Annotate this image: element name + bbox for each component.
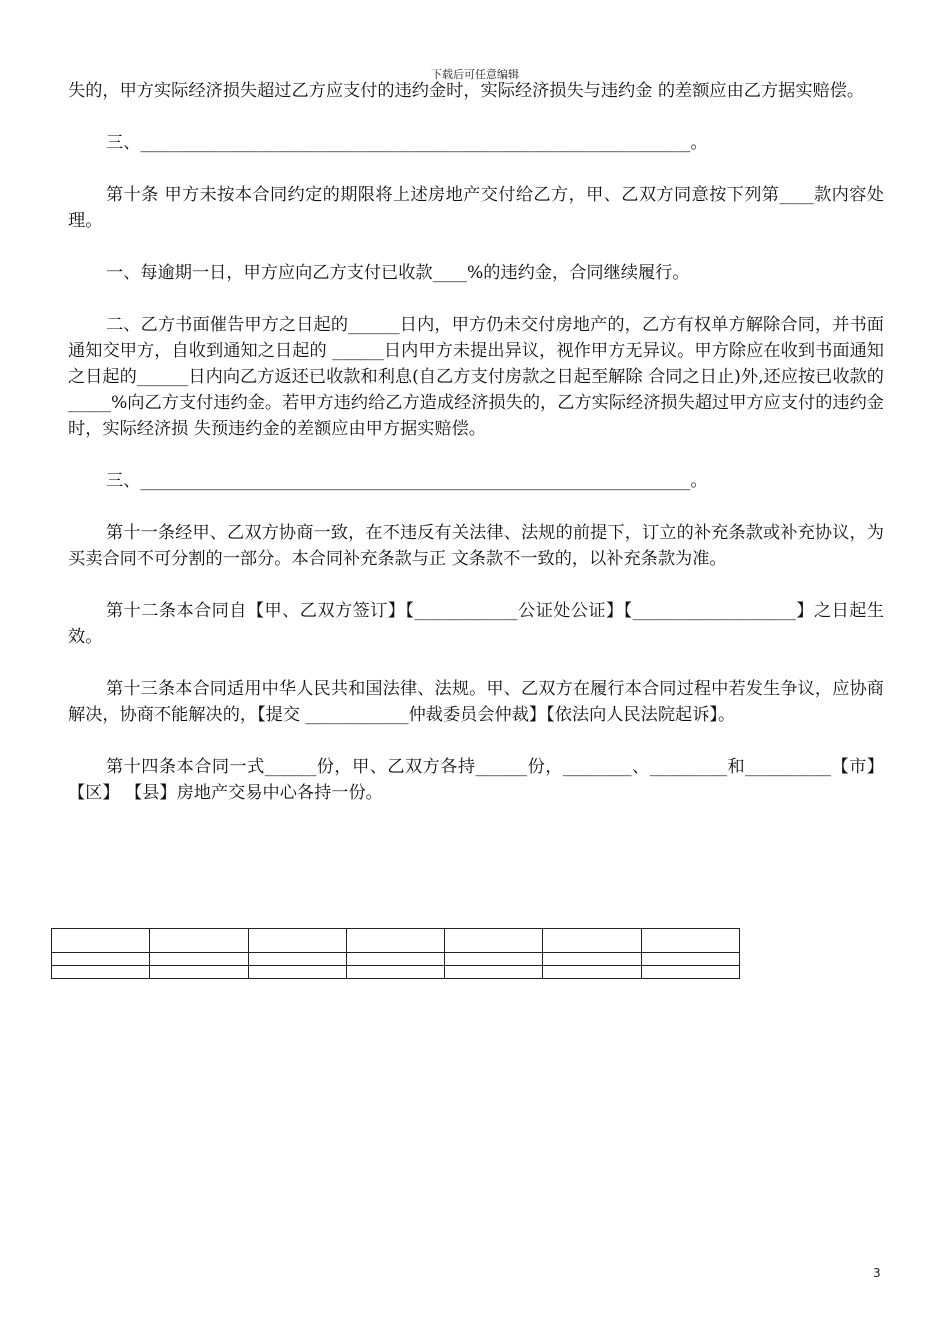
table-cell — [52, 966, 150, 979]
table-cell — [52, 953, 150, 966]
paragraph-article-13: 第十三条本合同适用中华人民共和国法律、法规。甲、乙双方在履行本合同过程中若发生争议，应协商解决，协商不能解决的，【提交 ____________仲裁委员会仲裁】【依法向人民法院起诉】。 — [68, 679, 884, 725]
table-cell — [641, 953, 739, 966]
table-row — [52, 929, 740, 953]
table-cell — [150, 966, 248, 979]
table-cell — [641, 966, 739, 979]
table-cell — [543, 966, 641, 979]
table-cell — [150, 953, 248, 966]
paragraph-article-14: 第十四条本合同一式______份，甲、乙双方各持______份，________、_________和__________【市】【区】 【县】房地产交易中心各持一份。 — [68, 757, 884, 803]
paragraph-clause-9-item-3: 三、________________________________________________________________。 — [106, 133, 708, 153]
paragraph-article-10-item-1: 一、每逾期一日，甲方应向乙方支付已收款____%的违约金，合同继续履行。 — [106, 263, 690, 283]
table-cell — [346, 929, 444, 953]
paragraph-article-10-item-3: 三、________________________________________________________________。 — [106, 471, 708, 491]
table-cell — [150, 929, 248, 953]
paragraph-article-10: 第十条 甲方未按本合同约定的期限将上述房地产交付给乙方，甲、乙双方同意按下列第____款内容处理。 — [68, 185, 884, 231]
paragraph-article-11: 第十一条经甲、乙双方协商一致，在不违反有关法律、法规的前提下，订立的补充条款或补充协议，为买卖合同不可分割的一部分。本合同补充条款与正 文条款不一致的，以补充条款为准。 — [68, 523, 884, 569]
paragraph-article-12: 第十二条本合同自【甲、乙双方签订】【____________公证处公证】【___________________】之日起生效。 — [68, 601, 884, 647]
table-cell — [248, 953, 346, 966]
table-cell — [346, 953, 444, 966]
table-row — [52, 953, 740, 966]
blank-form-table — [51, 928, 740, 979]
table-cell — [445, 929, 543, 953]
table-cell — [248, 966, 346, 979]
page-number: 3 — [873, 1266, 881, 1280]
table-cell — [346, 966, 444, 979]
table-cell — [248, 929, 346, 953]
table-cell — [445, 953, 543, 966]
table-cell — [445, 966, 543, 979]
contract-body — [68, 78, 884, 806]
table-cell — [52, 929, 150, 953]
table-cell — [543, 929, 641, 953]
table-row — [52, 966, 740, 979]
table-cell — [543, 953, 641, 966]
table-cell — [641, 929, 739, 953]
page-header: 下载后可任意编辑 — [431, 68, 519, 81]
paragraph-continuation: 失的，甲方实际经济损失超过乙方应支付的违约金时，实际经济损失与违约金 的差额应由乙方据实赔偿。 — [68, 81, 865, 101]
paragraph-article-10-item-2: 二、乙方书面催告甲方之日起的______日内，甲方仍未交付房地产的，乙方有权单方解除合同，并书面通知交甲方，自收到通知之日起的 ______日内甲方未提出异议，视作甲方无异议。甲方除应在收到书面通知之日起的______日内向乙方返还已收款和利息(自乙方支付房款之日起至解除 合同之日止)外,还应按已收款的_____%向乙方支付违约金。若甲方违约给乙方造成经济损失的，乙方实际经济损失超过甲方应支付的违约金时，实际经济损 失预违约金的差额应由甲方据实赔偿。 — [68, 315, 884, 439]
